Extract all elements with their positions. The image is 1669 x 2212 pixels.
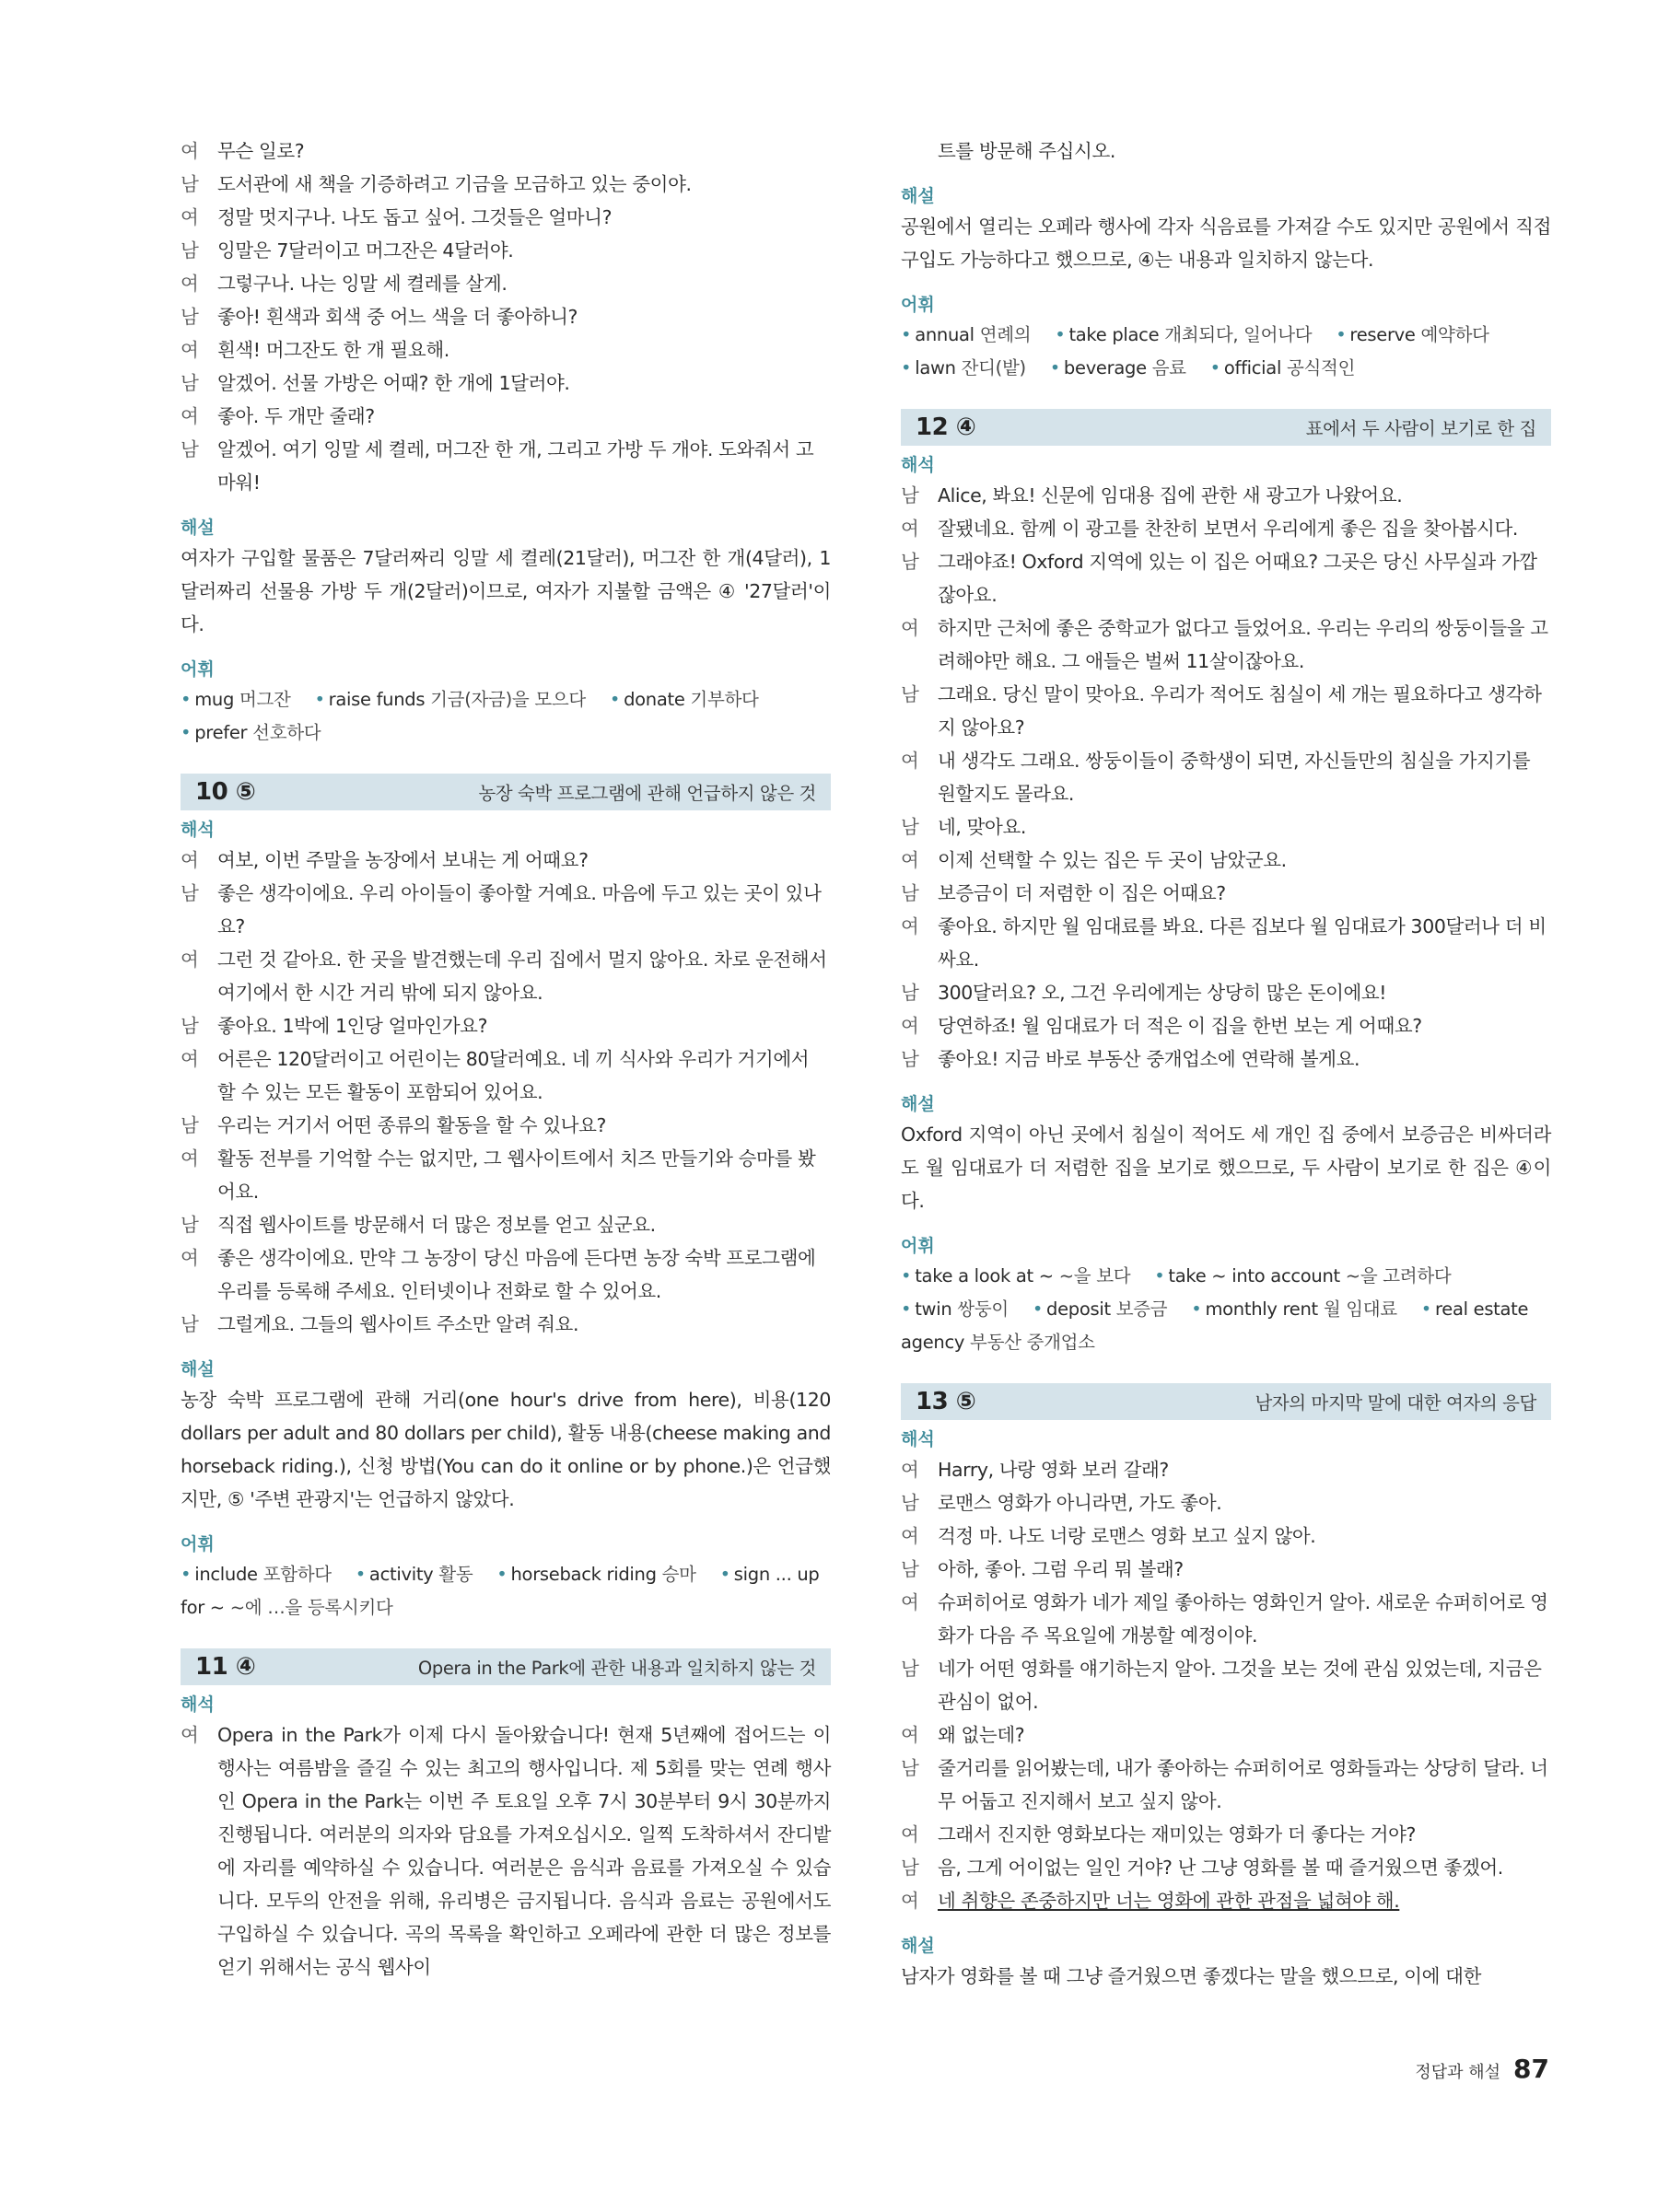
vocab-item: [181, 1564, 332, 1585]
dialogue-line: [901, 611, 1551, 678]
speaker-label: 여: [901, 1015, 919, 1037]
dialogue-line: [901, 479, 1551, 512]
vocab-label: 어휘: [901, 295, 935, 315]
dialogue-text: 좋아. 두 개만 줄래?: [217, 405, 375, 427]
dialogue-line: [901, 744, 1551, 810]
vocab-term: include: [194, 1564, 263, 1585]
dialogue-line: [901, 1652, 1551, 1718]
page-number: 87: [1513, 2054, 1549, 2084]
dialogue-line: [901, 1884, 1551, 1917]
dialogue-text: 네 취향은 존중하지만 너는 영화에 관한 관점을 넓혀야 해.: [938, 1890, 1400, 1912]
bullet-icon: •: [181, 1564, 192, 1585]
monologue-continuation: [901, 134, 1551, 168]
dialogue-text: 300달러요? 오, 그건 우리에게는 상당히 많은 돈이에요!: [938, 982, 1387, 1004]
vocab-term: beverage: [1063, 357, 1152, 378]
dialogue-line: [901, 1453, 1551, 1486]
vocab-term: donate: [624, 689, 691, 710]
speaker-label: 여: [901, 1724, 919, 1746]
vocab-label: 어휘: [181, 659, 215, 680]
vocab-meaning: 부동산 중개업소: [970, 1332, 1095, 1353]
vocab-item: [901, 1298, 1009, 1320]
dialogue-text: 직접 웹사이트를 방문해서 더 많은 정보를 얻고 싶군요.: [217, 1214, 656, 1236]
dialogue-text: 걱정 마. 나도 너랑 로맨스 영화 보고 싶지 않아.: [938, 1525, 1316, 1547]
speaker-label: 남: [901, 1048, 919, 1070]
explain-label: 해설: [901, 186, 935, 206]
bullet-icon: •: [609, 689, 621, 710]
speaker-label: 여: [901, 849, 919, 871]
bullet-icon: •: [719, 1564, 730, 1585]
dialogue-text: 네, 맞아요.: [938, 816, 1026, 838]
vocab-meaning: 기금(자금)을 모으다: [430, 689, 586, 710]
speaker-label: 남: [181, 438, 199, 460]
dialogue-text: 당연하죠! 월 임대료가 더 적은 이 집을 한번 보는 게 어때요?: [938, 1015, 1422, 1037]
dialogue-text: 내 생각도 그래요. 쌍둥이들이 중학생이 되면, 자신들만의 침실을 가지기를 원할지도 몰라요.: [938, 750, 1531, 805]
vocab-term: activity: [368, 1564, 439, 1585]
speaker-label: 남: [181, 1015, 199, 1037]
dialogue-line: [181, 333, 831, 367]
left-column: [181, 134, 831, 1984]
speaker-label: 남: [181, 1313, 199, 1335]
explain-text: 농장 숙박 프로그램에 관해 거리(one hour's drive from here), 비용(120 dollars per adult and 80 dollars per child), 활동 내용(cheese making and horseback riding.), 신청 방법(You can do it online or by phone.)은 언급했지만, ⑤ '주변 관광지'는 언급하지 않았다.: [181, 1389, 831, 1510]
question-topic: 농장 숙박 프로그램에 관해 언급하지 않은 것: [478, 783, 816, 804]
dialogue-text: 그렇구나. 나는 잉말 세 켤레를 살게.: [217, 273, 508, 295]
speaker-label: 여: [901, 1823, 919, 1845]
vocab-meaning: ~을 보다: [1058, 1265, 1131, 1286]
vocab-term: annual: [915, 324, 980, 345]
speaker-label: 여: [181, 949, 199, 971]
dialogue-line: [181, 877, 831, 943]
speaker-label: 남: [901, 1492, 919, 1514]
explain-label: 해설: [181, 1359, 215, 1380]
dialogue-line: [901, 512, 1551, 545]
dialogue-line: [901, 1752, 1551, 1818]
explain-text: 여자가 구입할 물품은 7달러짜리 잉말 세 켤레(21달러), 머그잔 한 개(4달러), 1달러짜리 선물용 가방 두 개(2달러)이므로, 여자가 지불할 금액은 ④ '27달러'이다.: [181, 547, 831, 635]
dialogue-line: [901, 1009, 1551, 1042]
translation-label: 해석: [181, 1694, 215, 1715]
bullet-icon: •: [181, 722, 192, 743]
dialogue-text: 이제 선택할 수 있는 집은 두 곳이 남았군요.: [938, 849, 1287, 871]
dialogue-line: [181, 134, 831, 168]
bullet-icon: •: [1055, 324, 1066, 345]
vocab-list: [901, 319, 1551, 385]
vocab-meaning: 포함하다: [263, 1564, 332, 1585]
speaker-label: 여: [901, 617, 919, 639]
vocab-meaning: 머그잔: [239, 689, 291, 710]
explain-text: Oxford 지역이 아닌 곳에서 침실이 적어도 세 개인 집 중에서 보증금은 비싸더라도 월 임대료가 더 저렴한 집을 보기로 했으므로, 두 사람이 보기로 한 집은 ④이다.: [901, 1123, 1551, 1212]
dialogue-text: 아하, 좋아. 그럼 우리 뭐 볼래?: [938, 1558, 1184, 1580]
speaker-label: 남: [181, 372, 199, 394]
dialogue-text: 좋아요! 지금 바로 부동산 중개업소에 연락해 볼게요.: [938, 1048, 1360, 1070]
question-header-10: [181, 774, 831, 810]
vocab-item: [901, 324, 1031, 345]
bullet-icon: •: [314, 689, 325, 710]
dialogue-line: [181, 1142, 831, 1208]
dialogue-line: [901, 844, 1551, 877]
dialogue-q10: [181, 844, 831, 1341]
dialogue-line: [901, 1519, 1551, 1553]
monologue-line: [181, 1718, 831, 1984]
dialogue-text: 왜 없는데?: [938, 1724, 1025, 1746]
dialogue-text: 그래야죠! Oxford 지역에 있는 이 집은 어때요? 그곳은 당신 사무실과 가깝잖아요.: [938, 551, 1537, 606]
dialogue-line: [181, 300, 831, 333]
speaker-label: 여: [901, 750, 919, 772]
vocab-meaning: 기부하다: [690, 689, 759, 710]
vocab-meaning: 연례의: [979, 324, 1032, 345]
vocab-term: official: [1223, 357, 1287, 378]
dialogue-line: [181, 1009, 831, 1042]
dialogue-text: 좋은 생각이에요. 우리 아이들이 좋아할 거예요. 마음에 두고 있는 곳이 있나요?: [217, 882, 822, 937]
bullet-icon: •: [181, 689, 192, 710]
vocab-label: 어휘: [901, 1236, 935, 1256]
dialogue-text: 우리는 거기서 어떤 종류의 활동을 할 수 있나요?: [217, 1114, 606, 1136]
dialogue-line: [901, 976, 1551, 1009]
question-topic: Opera in the Park에 관한 내용과 일치하지 않는 것: [417, 1658, 816, 1679]
speaker-label: 여: [181, 273, 199, 295]
vocab-term: prefer: [194, 722, 253, 743]
bullet-icon: •: [901, 357, 912, 378]
speaker-label: 남: [901, 1857, 919, 1879]
bullet-icon: •: [355, 1564, 366, 1585]
vocab-item: [1055, 324, 1312, 345]
dialogue-text: 어른은 120달러이고 어린이는 80달러예요. 네 끼 식사와 우리가 거기에서 할 수 있는 모든 활동이 포함되어 있어요.: [217, 1048, 810, 1103]
dialogue-top: [181, 134, 831, 499]
speaker-label: 여: [181, 1147, 199, 1170]
translation-label: 해석: [901, 1429, 935, 1449]
monologue-text: 트를 방문해 주십시오.: [938, 140, 1115, 162]
page-footer: [1415, 2054, 1549, 2084]
dialogue-text: 줄거리를 읽어봤는데, 내가 좋아하는 슈퍼히어로 영화들과는 상당히 달라. 너무 어둡고 진지해서 보고 싶지 않아.: [938, 1757, 1548, 1812]
bullet-icon: •: [901, 1298, 912, 1320]
vocab-term: deposit: [1046, 1298, 1116, 1320]
dialogue-line: [901, 545, 1551, 611]
speaker-label: 여: [181, 206, 199, 228]
translation-label: 해석: [181, 820, 215, 840]
dialogue-line: [181, 943, 831, 1009]
vocab-item: [901, 357, 1026, 378]
vocab-term: horseback riding: [510, 1564, 662, 1585]
dialogue-text: 좋아요. 1박에 1인당 얼마인가요?: [217, 1015, 488, 1037]
bullet-icon: •: [496, 1564, 508, 1585]
dialogue-text: 무슨 일로?: [217, 140, 305, 162]
bullet-icon: •: [1191, 1298, 1202, 1320]
speaker-label: 남: [901, 982, 919, 1004]
explain-label: 해설: [901, 1094, 935, 1114]
dialogue-line: [181, 168, 831, 201]
vocab-item: [314, 689, 585, 710]
dialogue-text: 흰색! 머그잔도 한 개 필요해.: [217, 339, 449, 361]
speaker-label: 남: [181, 306, 199, 328]
dialogue-line: [181, 844, 831, 877]
dialogue-line: [181, 367, 831, 400]
dialogue-line: [181, 1308, 831, 1341]
dialogue-text: 알겠어. 여기 잉말 세 켤레, 머그잔 한 개, 그리고 가방 두 개야. 도와줘서 고마워!: [217, 438, 814, 494]
vocab-term: sign ... up for ~: [181, 1564, 820, 1618]
speaker-label: 여: [901, 1591, 919, 1613]
speaker-label: 여: [901, 1459, 919, 1481]
speaker-label: 여: [181, 405, 199, 427]
dialogue-line: [901, 1818, 1551, 1851]
dialogue-text: 알겠어. 선물 가방은 어때? 한 개에 1달러야.: [217, 372, 570, 394]
dialogue-line: [901, 1486, 1551, 1519]
explain-text: 남자가 영화를 볼 때 그냥 즐거웠으면 좋겠다는 말을 했으므로, 이에 대한: [901, 1965, 1481, 1987]
dialogue-text: 그래서 진지한 영화보다는 재미있는 영화가 더 좋다는 거야?: [938, 1823, 1416, 1845]
vocab-item: [1050, 357, 1186, 378]
dialogue-line: [901, 910, 1551, 976]
speaker-label: 여: [901, 1890, 919, 1912]
vocab-term: take ~ into account: [1168, 1265, 1346, 1286]
bullet-icon: •: [1154, 1265, 1165, 1286]
dialogue-text: 보증금이 더 저렴한 이 집은 어때요?: [938, 882, 1226, 904]
question-number: 12 ④: [916, 413, 976, 441]
speaker-label: 남: [181, 239, 199, 262]
speaker-label: 남: [901, 1757, 919, 1779]
dialogue-line: [181, 234, 831, 267]
vocab-meaning: 활동: [438, 1564, 473, 1585]
section-title: 정답과 해설: [1415, 2063, 1501, 2082]
dialogue-text: 그런 것 같아요. 한 곳을 발견했는데 우리 집에서 멀지 않아요. 차로 운전해서 여기에서 한 시간 거리 밖에 되지 않아요.: [217, 949, 827, 1004]
dialogue-line: [901, 1718, 1551, 1752]
dialogue-text: 좋은 생각이에요. 만약 그 농장이 당신 마음에 든다면 농장 숙박 프로그램에 우리를 등록해 주세요. 인터넷이나 전화로 할 수 있어요.: [217, 1247, 816, 1302]
speaker-label: 남: [181, 1114, 199, 1136]
dialogue-text: 좋아요. 하지만 월 임대료를 봐요. 다른 집보다 월 임대료가 300달러나 더 비싸요.: [938, 915, 1546, 971]
translation-label: 해석: [901, 455, 935, 475]
dialogue-text: 네가 어떤 영화를 얘기하는지 알아. 그것을 보는 것에 관심 있었는데, 지금은 관심이 없어.: [938, 1658, 1542, 1713]
bullet-icon: •: [1336, 324, 1347, 345]
vocab-label: 어휘: [181, 1534, 215, 1554]
dialogue-text: 음, 그게 어이없는 일인 거야? 난 그냥 영화를 볼 때 즐거웠으면 좋겠어.: [938, 1857, 1503, 1879]
explain-label: 해설: [901, 1936, 935, 1956]
dialogue-text: 슈퍼히어로 영화가 네가 제일 좋아하는 영화인거 알아. 새로운 슈퍼히어로 영화가 다음 주 목요일에 개봉할 예정이야.: [938, 1591, 1548, 1647]
vocab-item: [1033, 1298, 1168, 1320]
bullet-icon: •: [1049, 357, 1060, 378]
speaker-label: 남: [181, 1214, 199, 1236]
dialogue-line: [901, 1586, 1551, 1652]
dialogue-text: 그래요. 당신 말이 맞아요. 우리가 적어도 침실이 세 개는 필요하다고 생각하지 않아요?: [938, 683, 1542, 739]
dialogue-text: 그럴게요. 그들의 웹사이트 주소만 알려 줘요.: [217, 1313, 579, 1335]
vocab-item: [496, 1564, 695, 1585]
vocab-term: twin: [915, 1298, 958, 1320]
dialogue-text: Alice, 봐요! 신문에 임대용 집에 관한 새 광고가 나왔어요.: [938, 484, 1403, 506]
vocab-meaning: 잔디(밭): [961, 357, 1026, 378]
question-number: 13 ⑤: [916, 1388, 976, 1415]
vocab-meaning: 쌍둥이: [957, 1298, 1009, 1320]
vocab-meaning: 공식적인: [1286, 357, 1356, 378]
dialogue-text: 잉말은 7달러이고 머그잔은 4달러야.: [217, 239, 514, 262]
speaker-label: 여: [181, 140, 199, 162]
question-topic: 표에서 두 사람이 보기로 한 집: [1305, 418, 1536, 439]
vocab-term: real estate agency: [901, 1298, 1529, 1353]
question-number: 10 ⑤: [195, 778, 256, 806]
dialogue-line: [181, 1241, 831, 1308]
dialogue-line: [181, 400, 831, 433]
speaker-label: 남: [181, 173, 199, 195]
dialogue-text: 정말 멋지구나. 나도 돕고 싶어. 그것들은 얼마니?: [217, 206, 613, 228]
vocab-meaning: 승마: [661, 1564, 696, 1585]
vocab-item: [1210, 357, 1355, 378]
vocab-item: [181, 722, 321, 743]
speaker-label: 여: [181, 339, 199, 361]
speaker-label: 여: [901, 1525, 919, 1547]
dialogue-line: [901, 1851, 1551, 1884]
vocab-term: raise funds: [328, 689, 431, 710]
speaker-label: 남: [901, 882, 919, 904]
bullet-icon: •: [1032, 1298, 1044, 1320]
vocab-meaning: 개최되다, 일어나다: [1164, 324, 1313, 345]
speaker-label: 남: [901, 683, 919, 705]
speaker-label: 여: [181, 1048, 199, 1070]
dialogue-text: 좋아! 흰색과 회색 중 어느 색을 더 좋아하니?: [217, 306, 578, 328]
question-topic: 남자의 마지막 말에 대한 여자의 응답: [1255, 1392, 1536, 1414]
dialogue-text: 로맨스 영화가 아니라면, 가도 좋아.: [938, 1492, 1222, 1514]
right-column: [901, 134, 1551, 1993]
vocab-item: [1154, 1265, 1451, 1286]
dialogue-line: [181, 433, 831, 499]
dialogue-line: [181, 1042, 831, 1109]
explain-text: 공원에서 열리는 오페라 행사에 각자 식음료를 가져갈 수도 있지만 공원에서 직접 구입도 가능하다고 했으므로, ④는 내용과 일치하지 않는다.: [901, 215, 1551, 271]
speaker-label: 남: [901, 484, 919, 506]
question-header-13: [901, 1383, 1551, 1420]
dialogue-q12: [901, 479, 1551, 1076]
explain-label: 해설: [181, 518, 215, 538]
vocab-meaning: ~을 고려하다: [1345, 1265, 1452, 1286]
vocab-term: mug: [194, 689, 239, 710]
dialogue-line: [181, 1109, 831, 1142]
dialogue-line: [901, 810, 1551, 844]
dialogue-line: [901, 1553, 1551, 1586]
dialogue-text: 여보, 이번 주말을 농장에서 보내는 게 어때요?: [217, 849, 589, 871]
vocab-list: [181, 683, 831, 750]
dialogue-text: 활동 전부를 기억할 수는 없지만, 그 웹사이트에서 치즈 만들기와 승마를 봤어요.: [217, 1147, 816, 1203]
speaker-label: 남: [901, 816, 919, 838]
vocab-item: [181, 689, 291, 710]
vocab-meaning: 음료: [1151, 357, 1186, 378]
dialogue-line: [901, 877, 1551, 910]
question-number: 11 ④: [195, 1653, 256, 1681]
vocab-meaning: ~에 …을 등록시키다: [229, 1597, 393, 1618]
vocab-term: reserve: [1349, 324, 1421, 345]
dialogue-line: [181, 267, 831, 300]
dialogue-text: 도서관에 새 책을 기증하려고 기금을 모금하고 있는 중이야.: [217, 173, 692, 195]
speaker-label: 여: [181, 849, 199, 871]
vocab-term: monthly rent: [1205, 1298, 1324, 1320]
speaker-label: 남: [901, 551, 919, 573]
dialogue-q13: [901, 1453, 1551, 1917]
vocab-item: [356, 1564, 473, 1585]
bullet-icon: •: [1420, 1298, 1431, 1320]
vocab-term: lawn: [915, 357, 962, 378]
vocab-item: [901, 1265, 1130, 1286]
speaker-label: 남: [901, 1658, 919, 1680]
vocab-item: [610, 689, 759, 710]
vocab-meaning: 선호하다: [252, 722, 321, 743]
vocab-meaning: 예약하다: [1420, 324, 1489, 345]
bullet-icon: •: [1209, 357, 1220, 378]
vocab-list: [181, 1558, 831, 1624]
dialogue-line: [181, 1208, 831, 1241]
vocab-item: [1336, 324, 1488, 345]
speaker-label: 남: [181, 882, 199, 904]
vocab-item: [1191, 1298, 1397, 1320]
dialogue-text: 잘됐네요. 함께 이 광고를 찬찬히 보면서 우리에게 좋은 집을 찾아봅시다.: [938, 518, 1518, 540]
vocab-term: take a look at ~: [915, 1265, 1059, 1286]
bullet-icon: •: [901, 324, 912, 345]
speaker-label: 여: [181, 1247, 199, 1269]
vocab-meaning: 보증금: [1115, 1298, 1168, 1320]
vocab-term: take place: [1068, 324, 1165, 345]
bullet-icon: •: [901, 1265, 912, 1286]
question-header-12: [901, 409, 1551, 446]
speaker-label: 여: [901, 518, 919, 540]
vocab-list: [901, 1260, 1551, 1359]
dialogue-line: [181, 201, 831, 234]
speaker-label: 남: [901, 1558, 919, 1580]
dialogue-line: [901, 1042, 1551, 1076]
speaker-label: 여: [901, 915, 919, 937]
dialogue-text: 하지만 근처에 좋은 중학교가 없다고 들었어요. 우리는 우리의 쌍둥이들을 고려해야만 해요. 그 애들은 벌써 11살이잖아요.: [938, 617, 1548, 672]
vocab-meaning: 월 임대료: [1323, 1298, 1397, 1320]
dialogue-text: Harry, 나랑 영화 보러 갈래?: [938, 1459, 1169, 1481]
monologue-text: Opera in the Park가 이제 다시 돌아왔습니다! 현재 5년째에 접어드는 이 행사는 여름밤을 즐길 수 있는 최고의 행사입니다. 제 5회를 맞는 연례 행사인 Opera in the Park는 이번 주 토요일 오후 7시 30분부터 9시 30분까지 진행됩니다. 여러분의 의자와 담요를 가져오십시오. 일찍 도착하셔서 잔디밭에 자리를 예약하실 수 있습니다. 여러분은 음식과 음료를 가져오실 수 있습니다. 모두의 안전을 위해, 유리병은 금지됩니다. 음식과 음료는 공원에서도 구입하실 수 있습니다. 곡의 목록을 확인하고 오페라에 관한 더 많은 정보를 얻기 위해서는 공식 웹사이: [217, 1724, 831, 1978]
dialogue-line: [901, 678, 1551, 744]
speaker-label: 여: [181, 1724, 199, 1746]
question-header-11: [181, 1648, 831, 1685]
